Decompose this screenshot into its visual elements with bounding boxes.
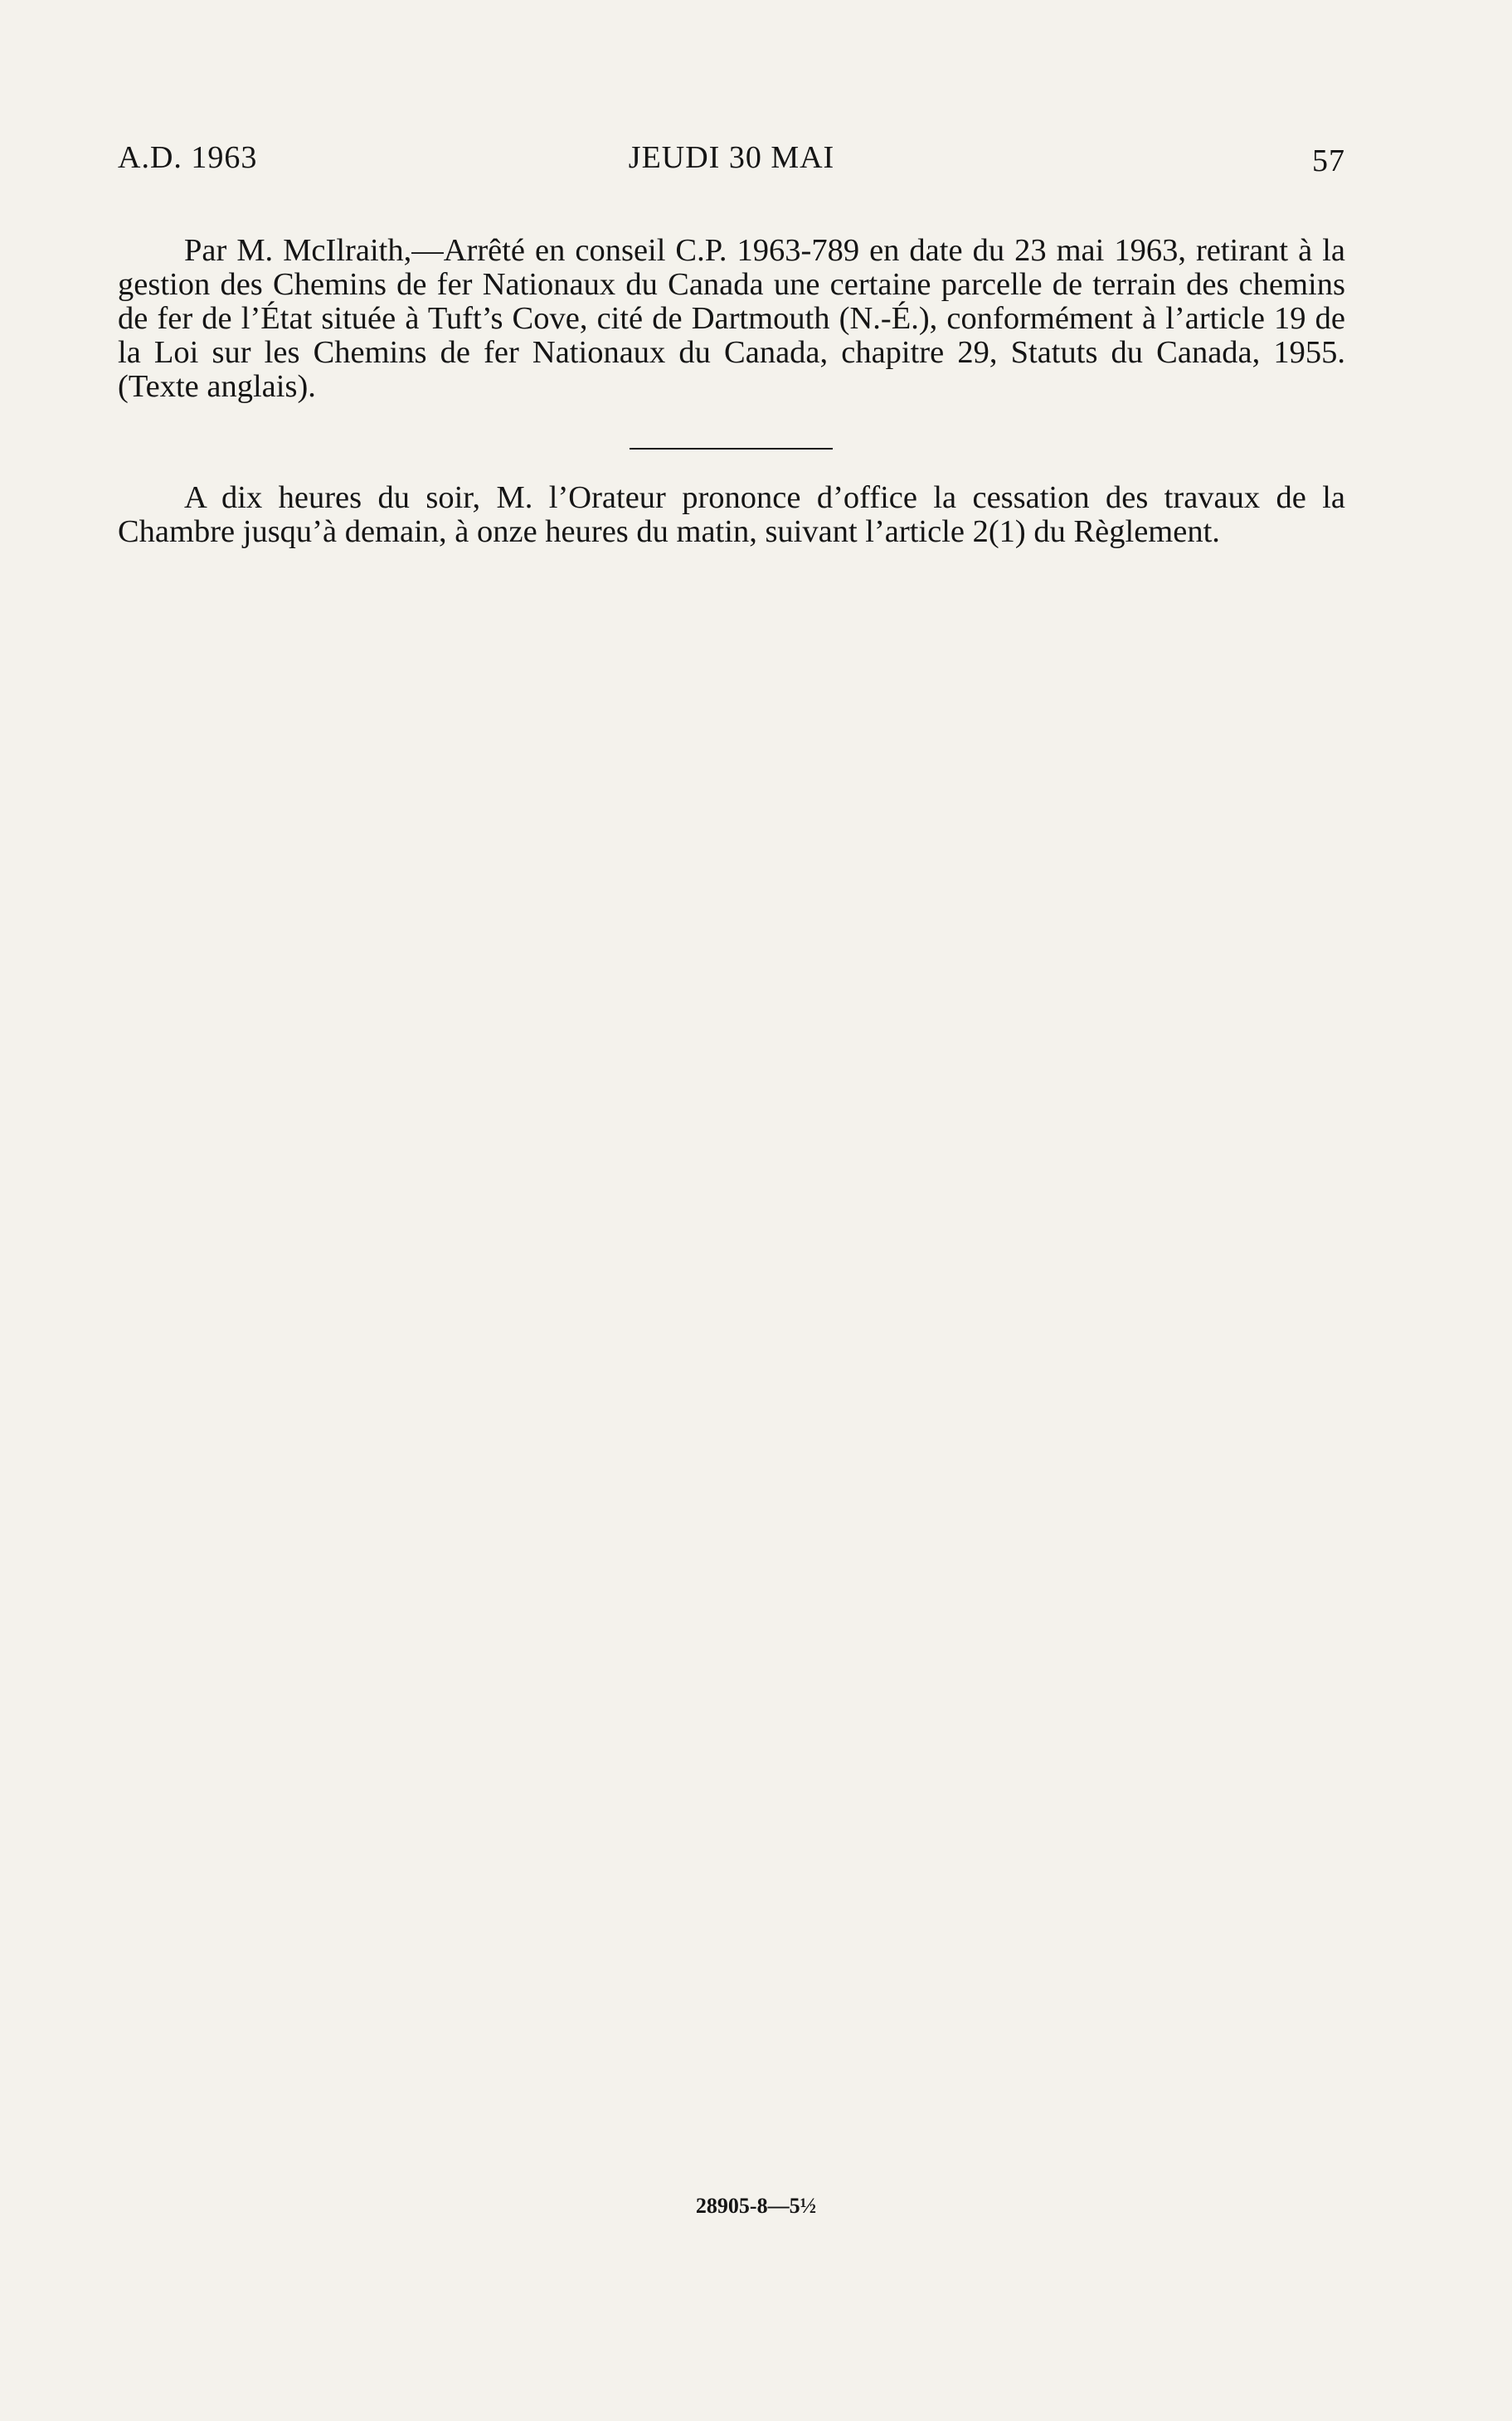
header-year: A.D. 1963 xyxy=(118,140,258,175)
page-number: 57 xyxy=(1312,143,1345,178)
header-date: JEUDI 30 MAI xyxy=(628,140,835,175)
running-head xyxy=(118,139,1345,181)
paragraph-adjournment: A dix heures du soir, M. l’Orateur prononce d’office la cessation des travaux de la Chambre jusqu’à demain, à onze heures du matin, suivant l’article 2(1) du Règlement. xyxy=(118,480,1345,549)
section-divider xyxy=(630,448,833,450)
footer-print-code: 28905-8—5½ xyxy=(695,2194,817,2218)
paragraph-order-in-council: Par M. McIlraith,—Arrêté en conseil C.P. 1963-789 en date du 23 mai 1963, retirant à la gestion des Chemins de fer Nationaux du Canada une certaine parcelle de terrain des chemins de fer de l’État située à Tuft’s Cove, cité de Dartmouth (N.-É.), conformément à l’article 19 de la Loi sur les Chemins de fer Nationaux du Canada, chapitre 29, Statuts du Canada, 1955. (Texte anglais). xyxy=(118,233,1345,404)
